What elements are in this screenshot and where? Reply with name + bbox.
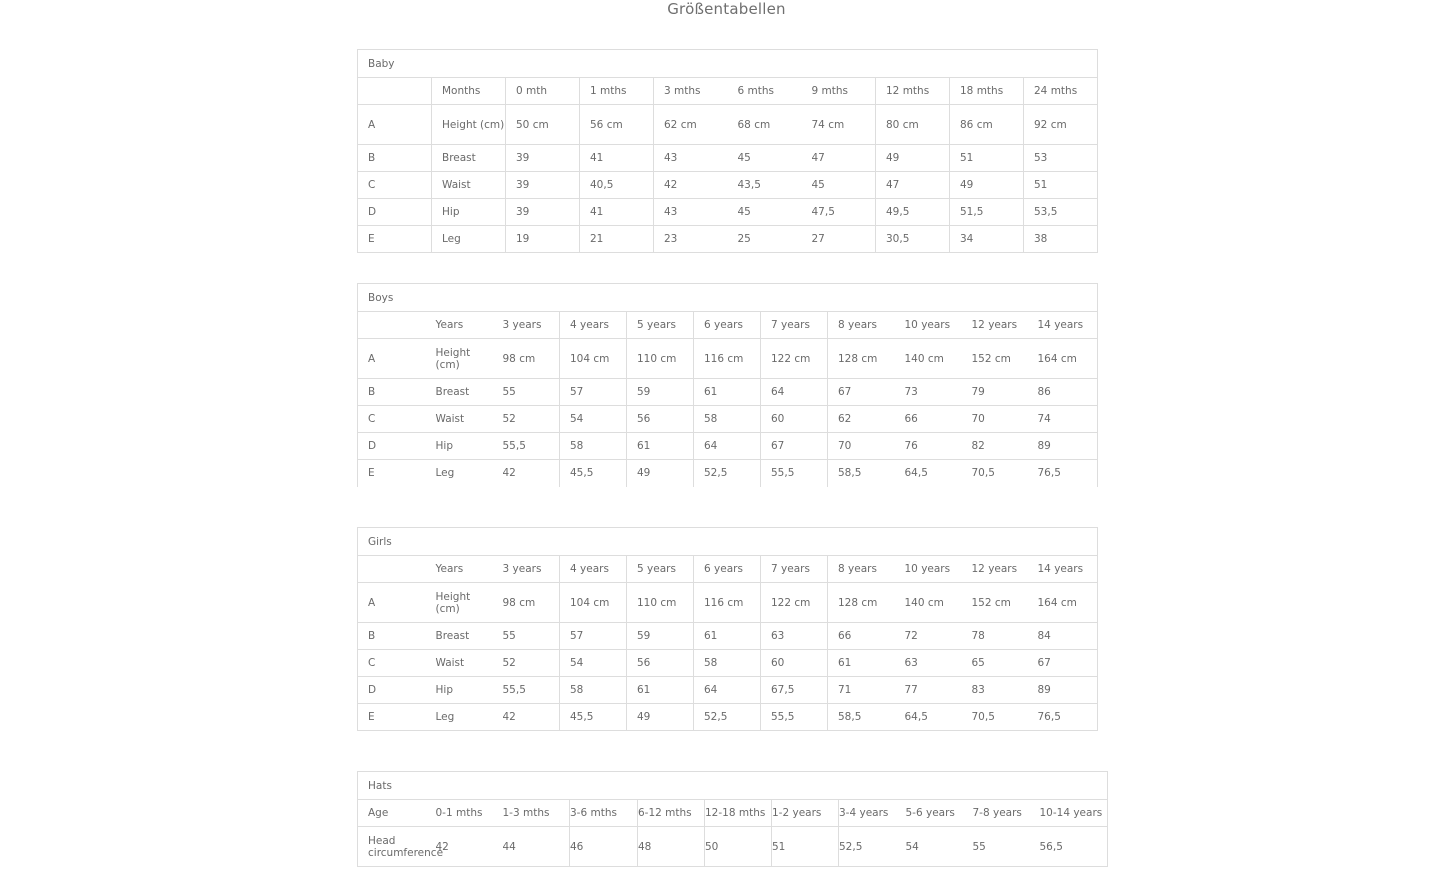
table-cell: 45,5 bbox=[560, 704, 627, 731]
table-cell: 53,5 bbox=[1024, 199, 1098, 226]
boys-table-row bbox=[358, 379, 1098, 406]
table-cell: 39 bbox=[506, 145, 580, 172]
table-cell: 67 bbox=[828, 379, 895, 406]
boys-header-row bbox=[358, 312, 1098, 339]
table-cell: Leg bbox=[432, 226, 506, 253]
column-header: 1-3 mths bbox=[503, 800, 570, 827]
column-header: 3-6 mths bbox=[570, 800, 638, 827]
girls-header-row bbox=[358, 556, 1098, 583]
table-cell: 86 cm bbox=[950, 105, 1024, 145]
table-cell: 62 bbox=[828, 406, 895, 433]
table-cell: 67 bbox=[1028, 650, 1098, 677]
column-header: 1-2 years bbox=[772, 800, 839, 827]
column-header: 1 mths bbox=[580, 78, 654, 105]
table-cell: 51,5 bbox=[950, 199, 1024, 226]
table-cell: 43 bbox=[654, 145, 728, 172]
table-cell: 104 cm bbox=[560, 583, 627, 623]
baby-table-row bbox=[358, 145, 1098, 172]
table-cell: 58,5 bbox=[828, 704, 895, 731]
table-cell: D bbox=[358, 433, 426, 460]
column-header bbox=[358, 78, 432, 105]
table-cell: 23 bbox=[654, 226, 728, 253]
column-header: 5 years bbox=[627, 312, 694, 339]
table-cell: 54 bbox=[906, 827, 973, 867]
column-header: 12 years bbox=[962, 312, 1028, 339]
table-cell: E bbox=[358, 226, 432, 253]
column-header: Age bbox=[358, 800, 436, 827]
table-cell: 50 bbox=[705, 827, 772, 867]
table-cell: 92 cm bbox=[1024, 105, 1098, 145]
column-header: 6 mths bbox=[728, 78, 802, 105]
column-header: 8 years bbox=[828, 556, 895, 583]
column-header: 4 years bbox=[560, 312, 627, 339]
table-cell: 51 bbox=[772, 827, 839, 867]
table-cell: 73 bbox=[895, 379, 962, 406]
table-cell: 34 bbox=[950, 226, 1024, 253]
table-cell: 62 cm bbox=[654, 105, 728, 145]
table-cell: 58 bbox=[560, 433, 627, 460]
table-cell: 63 bbox=[761, 623, 828, 650]
table-cell: 128 cm bbox=[828, 583, 895, 623]
table-cell: D bbox=[358, 199, 432, 226]
column-header: 3 years bbox=[493, 312, 560, 339]
table-cell: 66 bbox=[895, 406, 962, 433]
table-cell: 41 bbox=[580, 145, 654, 172]
table-cell: Head circumference bbox=[358, 827, 436, 867]
table-cell: 74 bbox=[1028, 406, 1098, 433]
table-cell: 140 cm bbox=[895, 339, 962, 379]
table-cell: 52,5 bbox=[839, 827, 906, 867]
table-cell: A bbox=[358, 105, 432, 145]
table-cell: 98 cm bbox=[493, 339, 560, 379]
baby-table-row bbox=[358, 172, 1098, 199]
column-header: 10 years bbox=[895, 312, 962, 339]
table-cell: 152 cm bbox=[962, 583, 1028, 623]
table-cell: Waist bbox=[432, 172, 506, 199]
girls-table-row bbox=[358, 704, 1098, 731]
hats-title-row bbox=[358, 772, 1108, 800]
column-header: 7-8 years bbox=[973, 800, 1040, 827]
table-cell: 74 cm bbox=[802, 105, 876, 145]
table-cell: 52 bbox=[493, 650, 560, 677]
table-cell: 58 bbox=[694, 650, 761, 677]
table-cell: Hip bbox=[432, 199, 506, 226]
table-cell: 55 bbox=[493, 379, 560, 406]
table-cell: 46 bbox=[570, 827, 638, 867]
column-header: 4 years bbox=[560, 556, 627, 583]
table-cell: 47 bbox=[876, 172, 950, 199]
table-cell: 89 bbox=[1028, 677, 1098, 704]
table-cell: 58 bbox=[560, 677, 627, 704]
table-cell: 67,5 bbox=[761, 677, 828, 704]
column-header: 7 years bbox=[761, 312, 828, 339]
table-cell: 122 cm bbox=[761, 583, 828, 623]
table-cell: 51 bbox=[950, 145, 1024, 172]
table-cell: 42 bbox=[493, 460, 560, 487]
table-cell: 152 cm bbox=[962, 339, 1028, 379]
table-cell: 70 bbox=[962, 406, 1028, 433]
table-cell: 164 cm bbox=[1028, 339, 1098, 379]
girls-table-row bbox=[358, 623, 1098, 650]
column-header: 7 years bbox=[761, 556, 828, 583]
column-header: Years bbox=[426, 556, 493, 583]
table-cell: Breast bbox=[426, 623, 493, 650]
table-cell: 25 bbox=[728, 226, 802, 253]
table-cell: 38 bbox=[1024, 226, 1098, 253]
table-cell: 49 bbox=[627, 460, 694, 487]
table-cell: 51 bbox=[1024, 172, 1098, 199]
boys-size-table bbox=[357, 283, 1098, 487]
table-cell: C bbox=[358, 172, 432, 199]
column-header: 6 years bbox=[694, 312, 761, 339]
table-cell: 55,5 bbox=[493, 677, 560, 704]
table-cell: 64,5 bbox=[895, 704, 962, 731]
column-header: 10 years bbox=[895, 556, 962, 583]
table-cell: Hip bbox=[426, 677, 493, 704]
table-cell: A bbox=[358, 583, 426, 623]
boys-table-row bbox=[358, 406, 1098, 433]
hats-table-row bbox=[358, 827, 1108, 867]
table-cell: 122 cm bbox=[761, 339, 828, 379]
boys-title-row bbox=[358, 284, 1098, 312]
table-cell: 56 cm bbox=[580, 105, 654, 145]
column-header: 8 years bbox=[828, 312, 895, 339]
table-cell: 50 cm bbox=[506, 105, 580, 145]
page-title: Größentabellen bbox=[667, 0, 786, 18]
table-cell: 70,5 bbox=[962, 460, 1028, 487]
table-cell: 49,5 bbox=[876, 199, 950, 226]
table-cell: B bbox=[358, 379, 426, 406]
girls-table-row bbox=[358, 677, 1098, 704]
table-cell: 68 cm bbox=[728, 105, 802, 145]
boys-table-row bbox=[358, 339, 1098, 379]
table-cell: 39 bbox=[506, 199, 580, 226]
column-header: 10-14 years bbox=[1040, 800, 1108, 827]
table-cell: 19 bbox=[506, 226, 580, 253]
table-cell: 47,5 bbox=[802, 199, 876, 226]
boys-table-row bbox=[358, 433, 1098, 460]
column-header bbox=[358, 312, 426, 339]
table-cell: 60 bbox=[761, 406, 828, 433]
table-cell: Height (cm) bbox=[432, 105, 506, 145]
table-cell: Height (cm) bbox=[426, 339, 493, 379]
table-cell: 64 bbox=[761, 379, 828, 406]
column-header: 12 mths bbox=[876, 78, 950, 105]
table-cell: 52,5 bbox=[694, 704, 761, 731]
hats-header-row bbox=[358, 800, 1108, 827]
table-cell: 45 bbox=[728, 199, 802, 226]
table-cell: 54 bbox=[560, 406, 627, 433]
girls-table-row bbox=[358, 650, 1098, 677]
table-cell: 41 bbox=[580, 199, 654, 226]
column-header bbox=[358, 556, 426, 583]
table-cell: B bbox=[358, 623, 426, 650]
table-cell: 61 bbox=[627, 677, 694, 704]
table-cell: 86 bbox=[1028, 379, 1098, 406]
girls-size-table bbox=[357, 527, 1098, 731]
table-cell: 52,5 bbox=[694, 460, 761, 487]
column-header: 6 years bbox=[694, 556, 761, 583]
table-cell: 104 cm bbox=[560, 339, 627, 379]
boys-table-row bbox=[358, 460, 1098, 487]
table-cell: 70,5 bbox=[962, 704, 1028, 731]
table-cell: Breast bbox=[426, 379, 493, 406]
table-cell: 89 bbox=[1028, 433, 1098, 460]
table-cell: 45 bbox=[802, 172, 876, 199]
column-header: 24 mths bbox=[1024, 78, 1098, 105]
table-cell: 45,5 bbox=[560, 460, 627, 487]
table-cell: C bbox=[358, 650, 426, 677]
table-cell: 55,5 bbox=[761, 460, 828, 487]
table-cell: 61 bbox=[627, 433, 694, 460]
table-cell: 116 cm bbox=[694, 339, 761, 379]
table-cell: E bbox=[358, 460, 426, 487]
table-cell: Waist bbox=[426, 406, 493, 433]
baby-header-row bbox=[358, 78, 1098, 105]
table-cell: 49 bbox=[876, 145, 950, 172]
table-cell: B bbox=[358, 145, 432, 172]
table-cell: 77 bbox=[895, 677, 962, 704]
column-header: 5 years bbox=[627, 556, 694, 583]
baby-table-row bbox=[358, 199, 1098, 226]
table-cell: 98 cm bbox=[493, 583, 560, 623]
table-cell: 39 bbox=[506, 172, 580, 199]
table-cell: 43 bbox=[654, 199, 728, 226]
table-cell: 48 bbox=[638, 827, 705, 867]
boys-table-title: Boys bbox=[358, 284, 1098, 312]
girls-table-title: Girls bbox=[358, 528, 1098, 556]
table-cell: 55 bbox=[493, 623, 560, 650]
column-header: 14 years bbox=[1028, 312, 1098, 339]
table-cell: 44 bbox=[503, 827, 570, 867]
table-cell: Waist bbox=[426, 650, 493, 677]
column-header: 3 years bbox=[493, 556, 560, 583]
girls-table-row bbox=[358, 583, 1098, 623]
table-cell: 55 bbox=[973, 827, 1040, 867]
table-cell: 71 bbox=[828, 677, 895, 704]
table-cell: Leg bbox=[426, 704, 493, 731]
column-header: 14 years bbox=[1028, 556, 1098, 583]
table-cell: 79 bbox=[962, 379, 1028, 406]
column-header: 3 mths bbox=[654, 78, 728, 105]
baby-title-row bbox=[358, 50, 1098, 78]
table-cell: 30,5 bbox=[876, 226, 950, 253]
column-header: 0 mth bbox=[506, 78, 580, 105]
table-cell: 64 bbox=[694, 433, 761, 460]
girls-title-row bbox=[358, 528, 1098, 556]
table-cell: 59 bbox=[627, 379, 694, 406]
table-cell: Height (cm) bbox=[426, 583, 493, 623]
baby-table-title: Baby bbox=[358, 50, 1098, 78]
table-cell: 59 bbox=[627, 623, 694, 650]
table-cell: 57 bbox=[560, 379, 627, 406]
table-cell: Breast bbox=[432, 145, 506, 172]
table-cell: 52 bbox=[493, 406, 560, 433]
table-cell: 57 bbox=[560, 623, 627, 650]
table-cell: 61 bbox=[828, 650, 895, 677]
baby-table-row bbox=[358, 226, 1098, 253]
table-cell: 45 bbox=[728, 145, 802, 172]
table-cell: 116 cm bbox=[694, 583, 761, 623]
hats-table-title: Hats bbox=[358, 772, 1108, 800]
table-cell: 110 cm bbox=[627, 339, 694, 379]
table-cell: 65 bbox=[962, 650, 1028, 677]
table-cell: 54 bbox=[560, 650, 627, 677]
table-cell: 56 bbox=[627, 406, 694, 433]
table-cell: 64 bbox=[694, 677, 761, 704]
table-cell: 21 bbox=[580, 226, 654, 253]
table-cell: 128 cm bbox=[828, 339, 895, 379]
table-cell: 82 bbox=[962, 433, 1028, 460]
table-cell: 55,5 bbox=[493, 433, 560, 460]
column-header: 5-6 years bbox=[906, 800, 973, 827]
table-cell: 56,5 bbox=[1040, 827, 1108, 867]
table-cell: 70 bbox=[828, 433, 895, 460]
table-cell: 40,5 bbox=[580, 172, 654, 199]
table-cell: 110 cm bbox=[627, 583, 694, 623]
column-header: 12 years bbox=[962, 556, 1028, 583]
column-header: 12-18 mths bbox=[705, 800, 772, 827]
table-cell: 43,5 bbox=[728, 172, 802, 199]
column-header: 18 mths bbox=[950, 78, 1024, 105]
column-header: Months bbox=[432, 78, 506, 105]
hats-size-table bbox=[357, 771, 1108, 867]
table-cell: 84 bbox=[1028, 623, 1098, 650]
table-cell: 80 cm bbox=[876, 105, 950, 145]
table-cell: 56 bbox=[627, 650, 694, 677]
table-cell: 58 bbox=[694, 406, 761, 433]
table-cell: 27 bbox=[802, 226, 876, 253]
table-cell: C bbox=[358, 406, 426, 433]
table-cell: 60 bbox=[761, 650, 828, 677]
baby-table-row bbox=[358, 105, 1098, 145]
column-header: 3-4 years bbox=[839, 800, 906, 827]
table-cell: 72 bbox=[895, 623, 962, 650]
table-cell: 83 bbox=[962, 677, 1028, 704]
table-cell: 66 bbox=[828, 623, 895, 650]
table-cell: 55,5 bbox=[761, 704, 828, 731]
table-cell: 58,5 bbox=[828, 460, 895, 487]
table-cell: Hip bbox=[426, 433, 493, 460]
table-cell: 67 bbox=[761, 433, 828, 460]
table-cell: 76,5 bbox=[1028, 704, 1098, 731]
table-cell: 53 bbox=[1024, 145, 1098, 172]
table-cell: 49 bbox=[950, 172, 1024, 199]
table-cell: 78 bbox=[962, 623, 1028, 650]
column-header: 6-12 mths bbox=[638, 800, 705, 827]
column-header: 9 mths bbox=[802, 78, 876, 105]
table-cell: 63 bbox=[895, 650, 962, 677]
table-cell: A bbox=[358, 339, 426, 379]
table-cell: 42 bbox=[654, 172, 728, 199]
table-cell: 76 bbox=[895, 433, 962, 460]
table-cell: 42 bbox=[436, 827, 503, 867]
table-cell: 61 bbox=[694, 623, 761, 650]
baby-size-table bbox=[357, 49, 1098, 253]
table-cell: 164 cm bbox=[1028, 583, 1098, 623]
table-cell: Leg bbox=[426, 460, 493, 487]
table-cell: E bbox=[358, 704, 426, 731]
table-cell: 61 bbox=[694, 379, 761, 406]
column-header: 0-1 mths bbox=[436, 800, 503, 827]
table-cell: D bbox=[358, 677, 426, 704]
table-cell: 76,5 bbox=[1028, 460, 1098, 487]
column-header: Years bbox=[426, 312, 493, 339]
table-cell: 42 bbox=[493, 704, 560, 731]
table-cell: 140 cm bbox=[895, 583, 962, 623]
table-cell: 47 bbox=[802, 145, 876, 172]
table-cell: 64,5 bbox=[895, 460, 962, 487]
table-cell: 49 bbox=[627, 704, 694, 731]
